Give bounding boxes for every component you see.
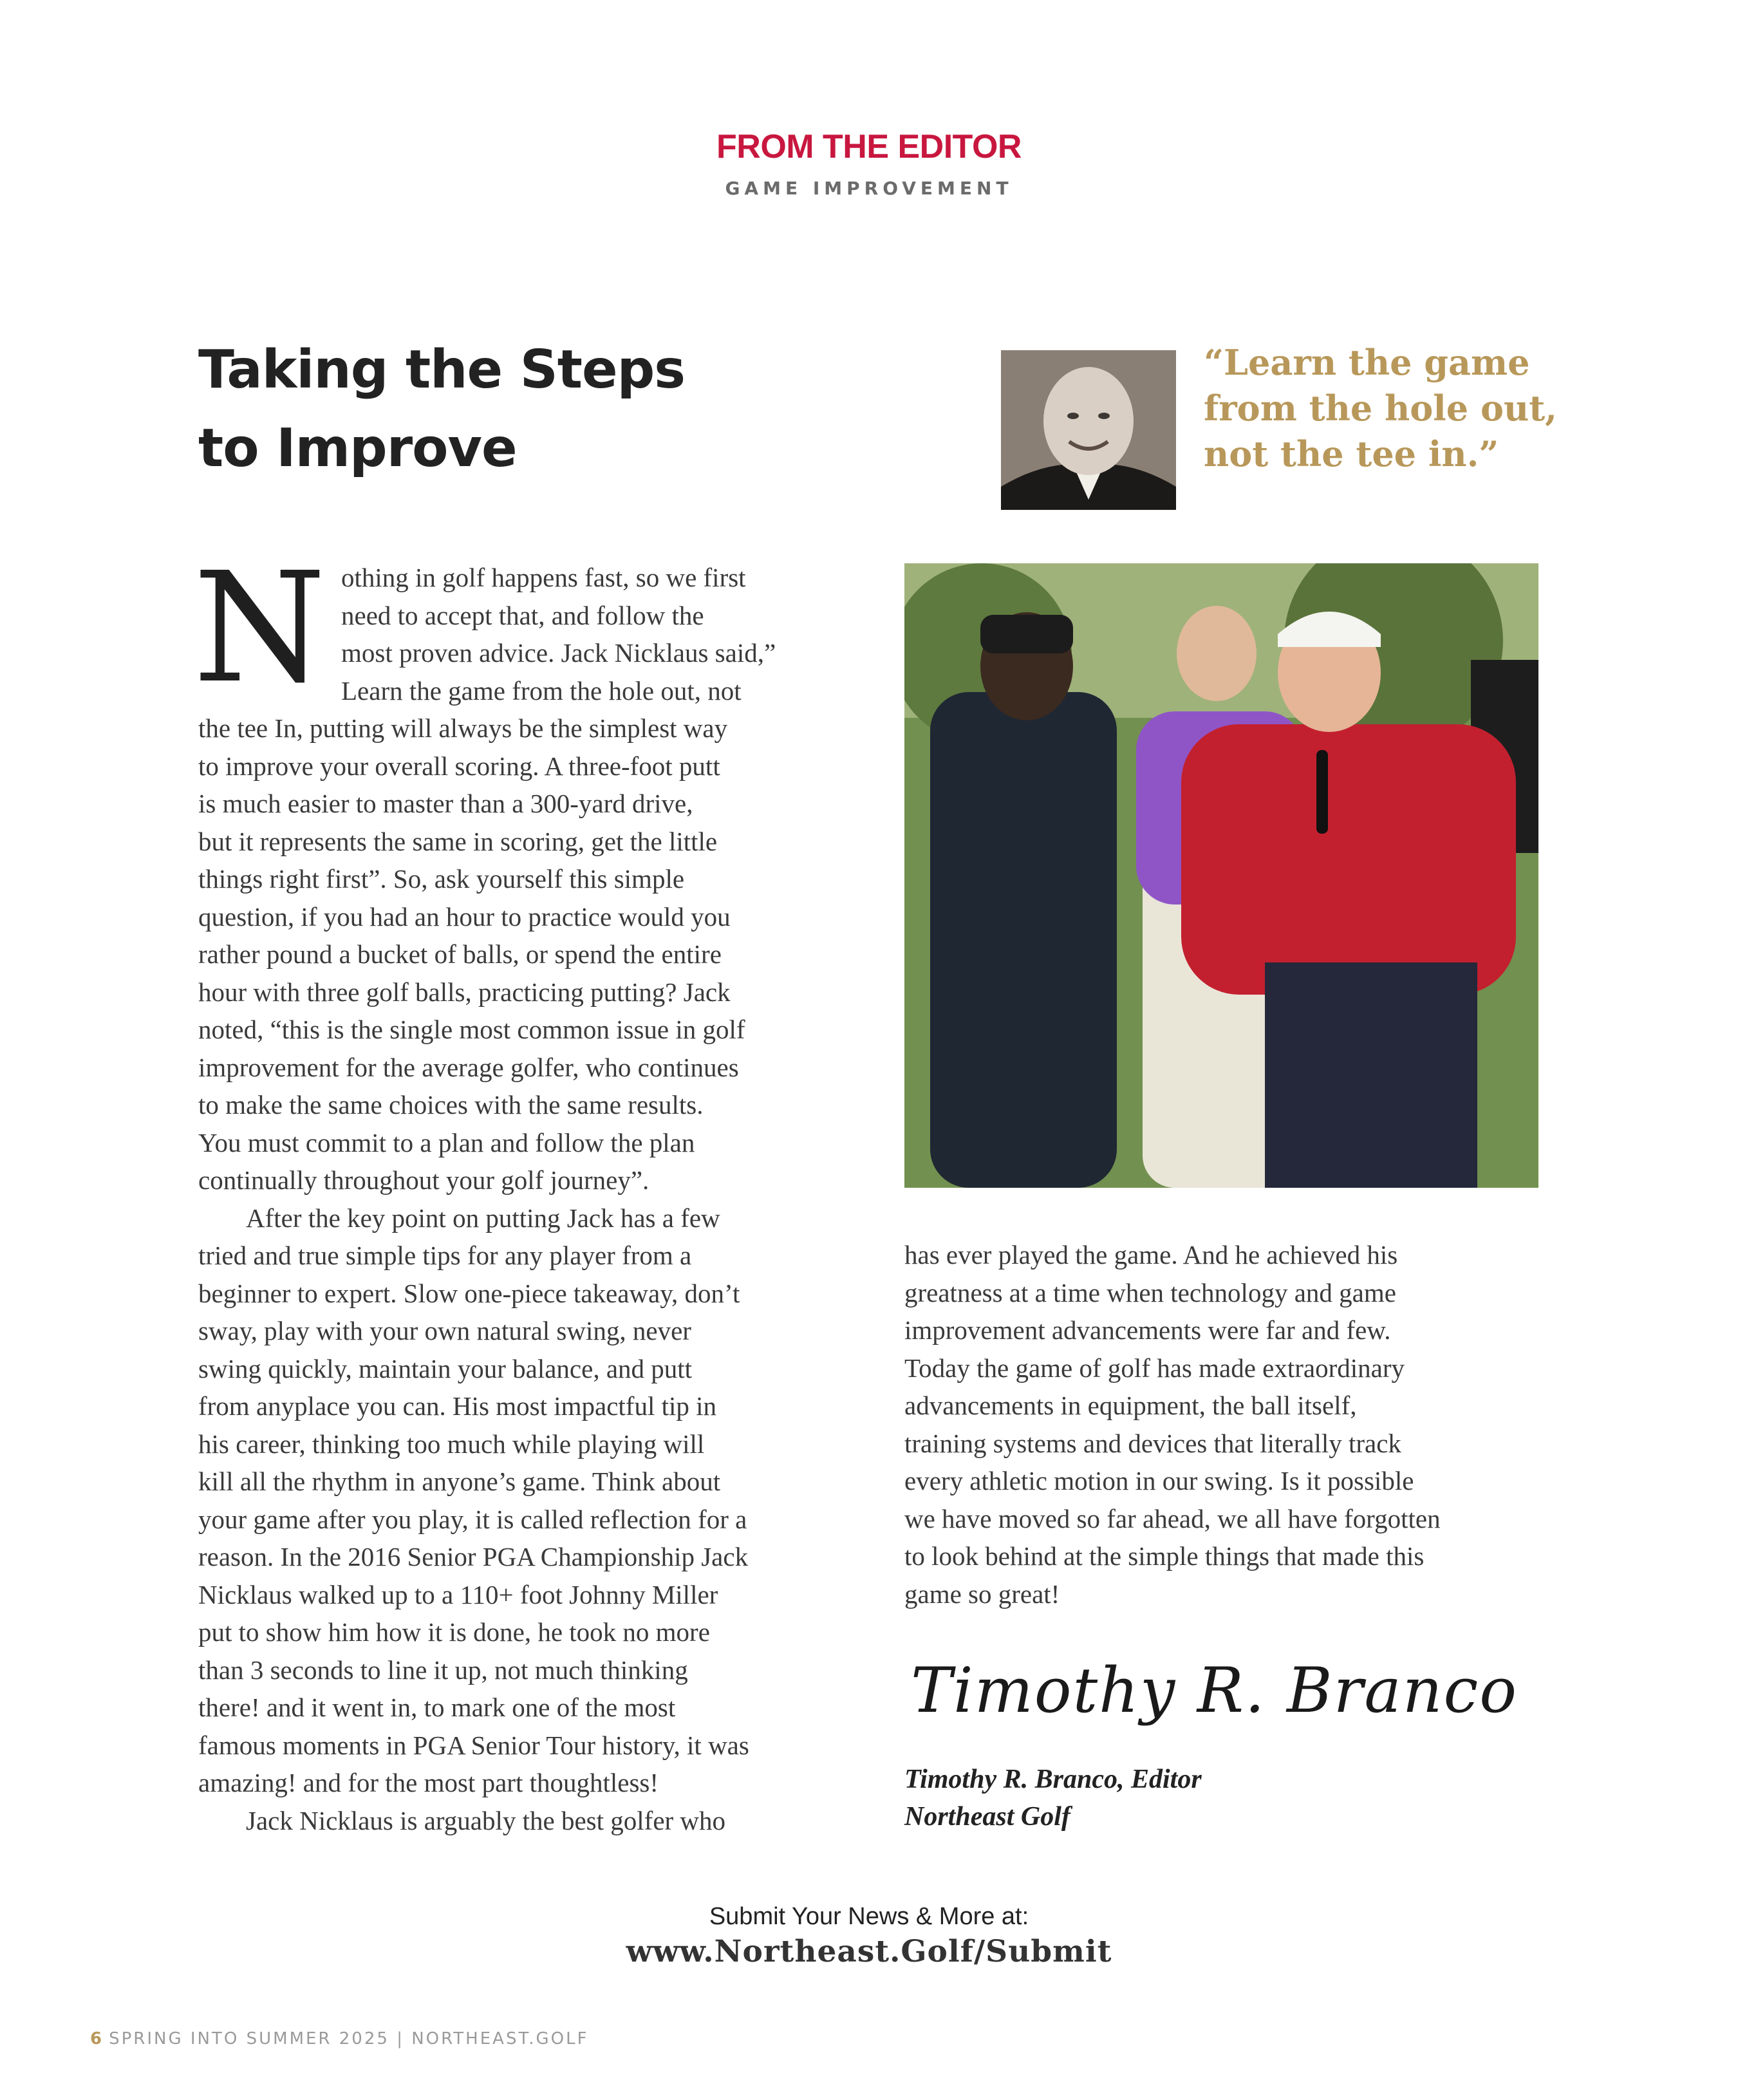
body-line: game so great! (904, 1579, 1060, 1609)
body-line: from anyplace you can. His most impactful tip in (198, 1391, 717, 1421)
body-line: famous moments in PGA Senior Tour history, it was (198, 1730, 749, 1760)
body-line: training systems and devices that literally track (904, 1428, 1401, 1458)
article-title (198, 331, 906, 488)
body-line: is much easier to master than a 300-yard drive, (198, 789, 693, 818)
body-line: improvement for the average golfer, who continues (198, 1052, 739, 1082)
body-line: the tee In, putting will always be the simplest way (198, 713, 728, 743)
article-body-right-column (904, 1236, 1548, 1613)
body-line: but it represents the same in scoring, get the little (198, 826, 718, 856)
pull-quote-line: not the tee in.” (1204, 433, 1499, 474)
editor-signature: Timothy R. Branco (911, 1655, 1518, 1727)
body-line: othing in golf happens fast, so we first (341, 563, 746, 592)
section-title: FROM THE EDITOR (716, 128, 1022, 165)
body-line: has ever played the game. And he achieved his (904, 1240, 1398, 1270)
body-line: tried and true simple tips for any player from a (198, 1241, 692, 1270)
body-line: need to accept that, and follow the (341, 600, 704, 630)
editor-portrait (1001, 350, 1176, 510)
body-line: every athletic motion in our swing. Is it possible (904, 1466, 1414, 1495)
body-line: question, if you had an hour to practice would you (198, 901, 731, 932)
body-line: we have moved so far ahead, we all have forgotten (904, 1503, 1441, 1533)
byline-name: Timothy R. Branco, Editor (904, 1765, 1202, 1794)
golfers-photo (904, 563, 1538, 1188)
body-line: to look behind at the simple things that made this (904, 1541, 1425, 1571)
body-line: things right first”. So, ask yourself this simple (198, 864, 685, 894)
body-line: his career, thinking too much while playing will (198, 1429, 705, 1459)
pull-quote (1204, 340, 1603, 477)
body-line: put to show him how it is done, he took no more (198, 1617, 710, 1647)
body-line: noted, “this is the single most common issue in golf (198, 1015, 745, 1044)
submit-label: Submit Your News & More at: (709, 1903, 1029, 1930)
body-line: than 3 seconds to line it up, not much thinking (198, 1655, 688, 1685)
body-line: sway, play with your own natural swing, never (198, 1316, 691, 1345)
body-line: rather pound a bucket of balls, or spend the entire (198, 939, 722, 969)
article-title-line: Taking the Steps (198, 339, 686, 400)
body-line: to improve your overall scoring. A three-foot putt (198, 751, 720, 781)
footer-text: SPRING INTO SUMMER 2025 | NORTHEAST.GOLF (109, 2029, 589, 2048)
byline-publication: Northeast Golf (904, 1802, 1070, 1832)
submit-link[interactable]: www.Northeast.Golf/Submit (626, 1934, 1112, 1969)
body-line: greatness at a time when technology and game (904, 1277, 1396, 1308)
body-line: your game after you play, it is called reflection for a (198, 1504, 747, 1534)
body-line: amazing! and for the most part thoughtless! (198, 1768, 659, 1797)
body-line: kill all the rhythm in anyone’s game. Think about (198, 1467, 721, 1496)
body-line: to make the same choices with the same results. (198, 1090, 704, 1120)
editor-byline (904, 1761, 1202, 1835)
body-line: You must commit to a plan and follow the plan (198, 1127, 695, 1158)
article-title-line: to Improve (198, 418, 517, 479)
body-line: Jack Nicklaus is arguably the best golfer who (246, 1805, 726, 1835)
body-line: continually throughout your golf journey”. (198, 1165, 649, 1195)
page-number: 6 (90, 2029, 104, 2048)
body-line: After the key point on putting Jack has a few (246, 1203, 720, 1233)
body-line: reason. In the 2016 Senior PGA Championship Jack (198, 1542, 749, 1571)
body-line: improvement advancements were far and few. (904, 1315, 1391, 1345)
page-footer (90, 2029, 589, 2048)
body-line: Today the game of golf has made extraordinary (904, 1353, 1405, 1383)
body-line: beginner to expert. Slow one-piece takeaway, don’t (198, 1278, 740, 1308)
body-line: advancements in equipment, the ball itself, (904, 1391, 1357, 1420)
section-subtitle: GAME IMPROVEMENT (725, 178, 1013, 199)
editor-portrait-image (1001, 350, 1176, 510)
article-body-left-column (198, 559, 842, 1839)
pull-quote-line: “Learn the game (1204, 342, 1530, 383)
body-line: Learn the game from the hole out, not (341, 675, 742, 706)
drop-cap: N (193, 539, 326, 717)
body-line: Nicklaus walked up to a 110+ foot Johnny Miller (198, 1579, 718, 1609)
body-line: hour with three golf balls, practicing putting? Jack (198, 977, 731, 1007)
golfers-photo-image (904, 563, 1538, 1188)
pull-quote-line: from the hole out, (1204, 388, 1557, 429)
body-line: there! and it went in, to mark one of the most (198, 1692, 676, 1722)
body-line: swing quickly, maintain your balance, and putt (198, 1353, 693, 1383)
body-line: most proven advice. Jack Nicklaus said,” (341, 638, 776, 668)
